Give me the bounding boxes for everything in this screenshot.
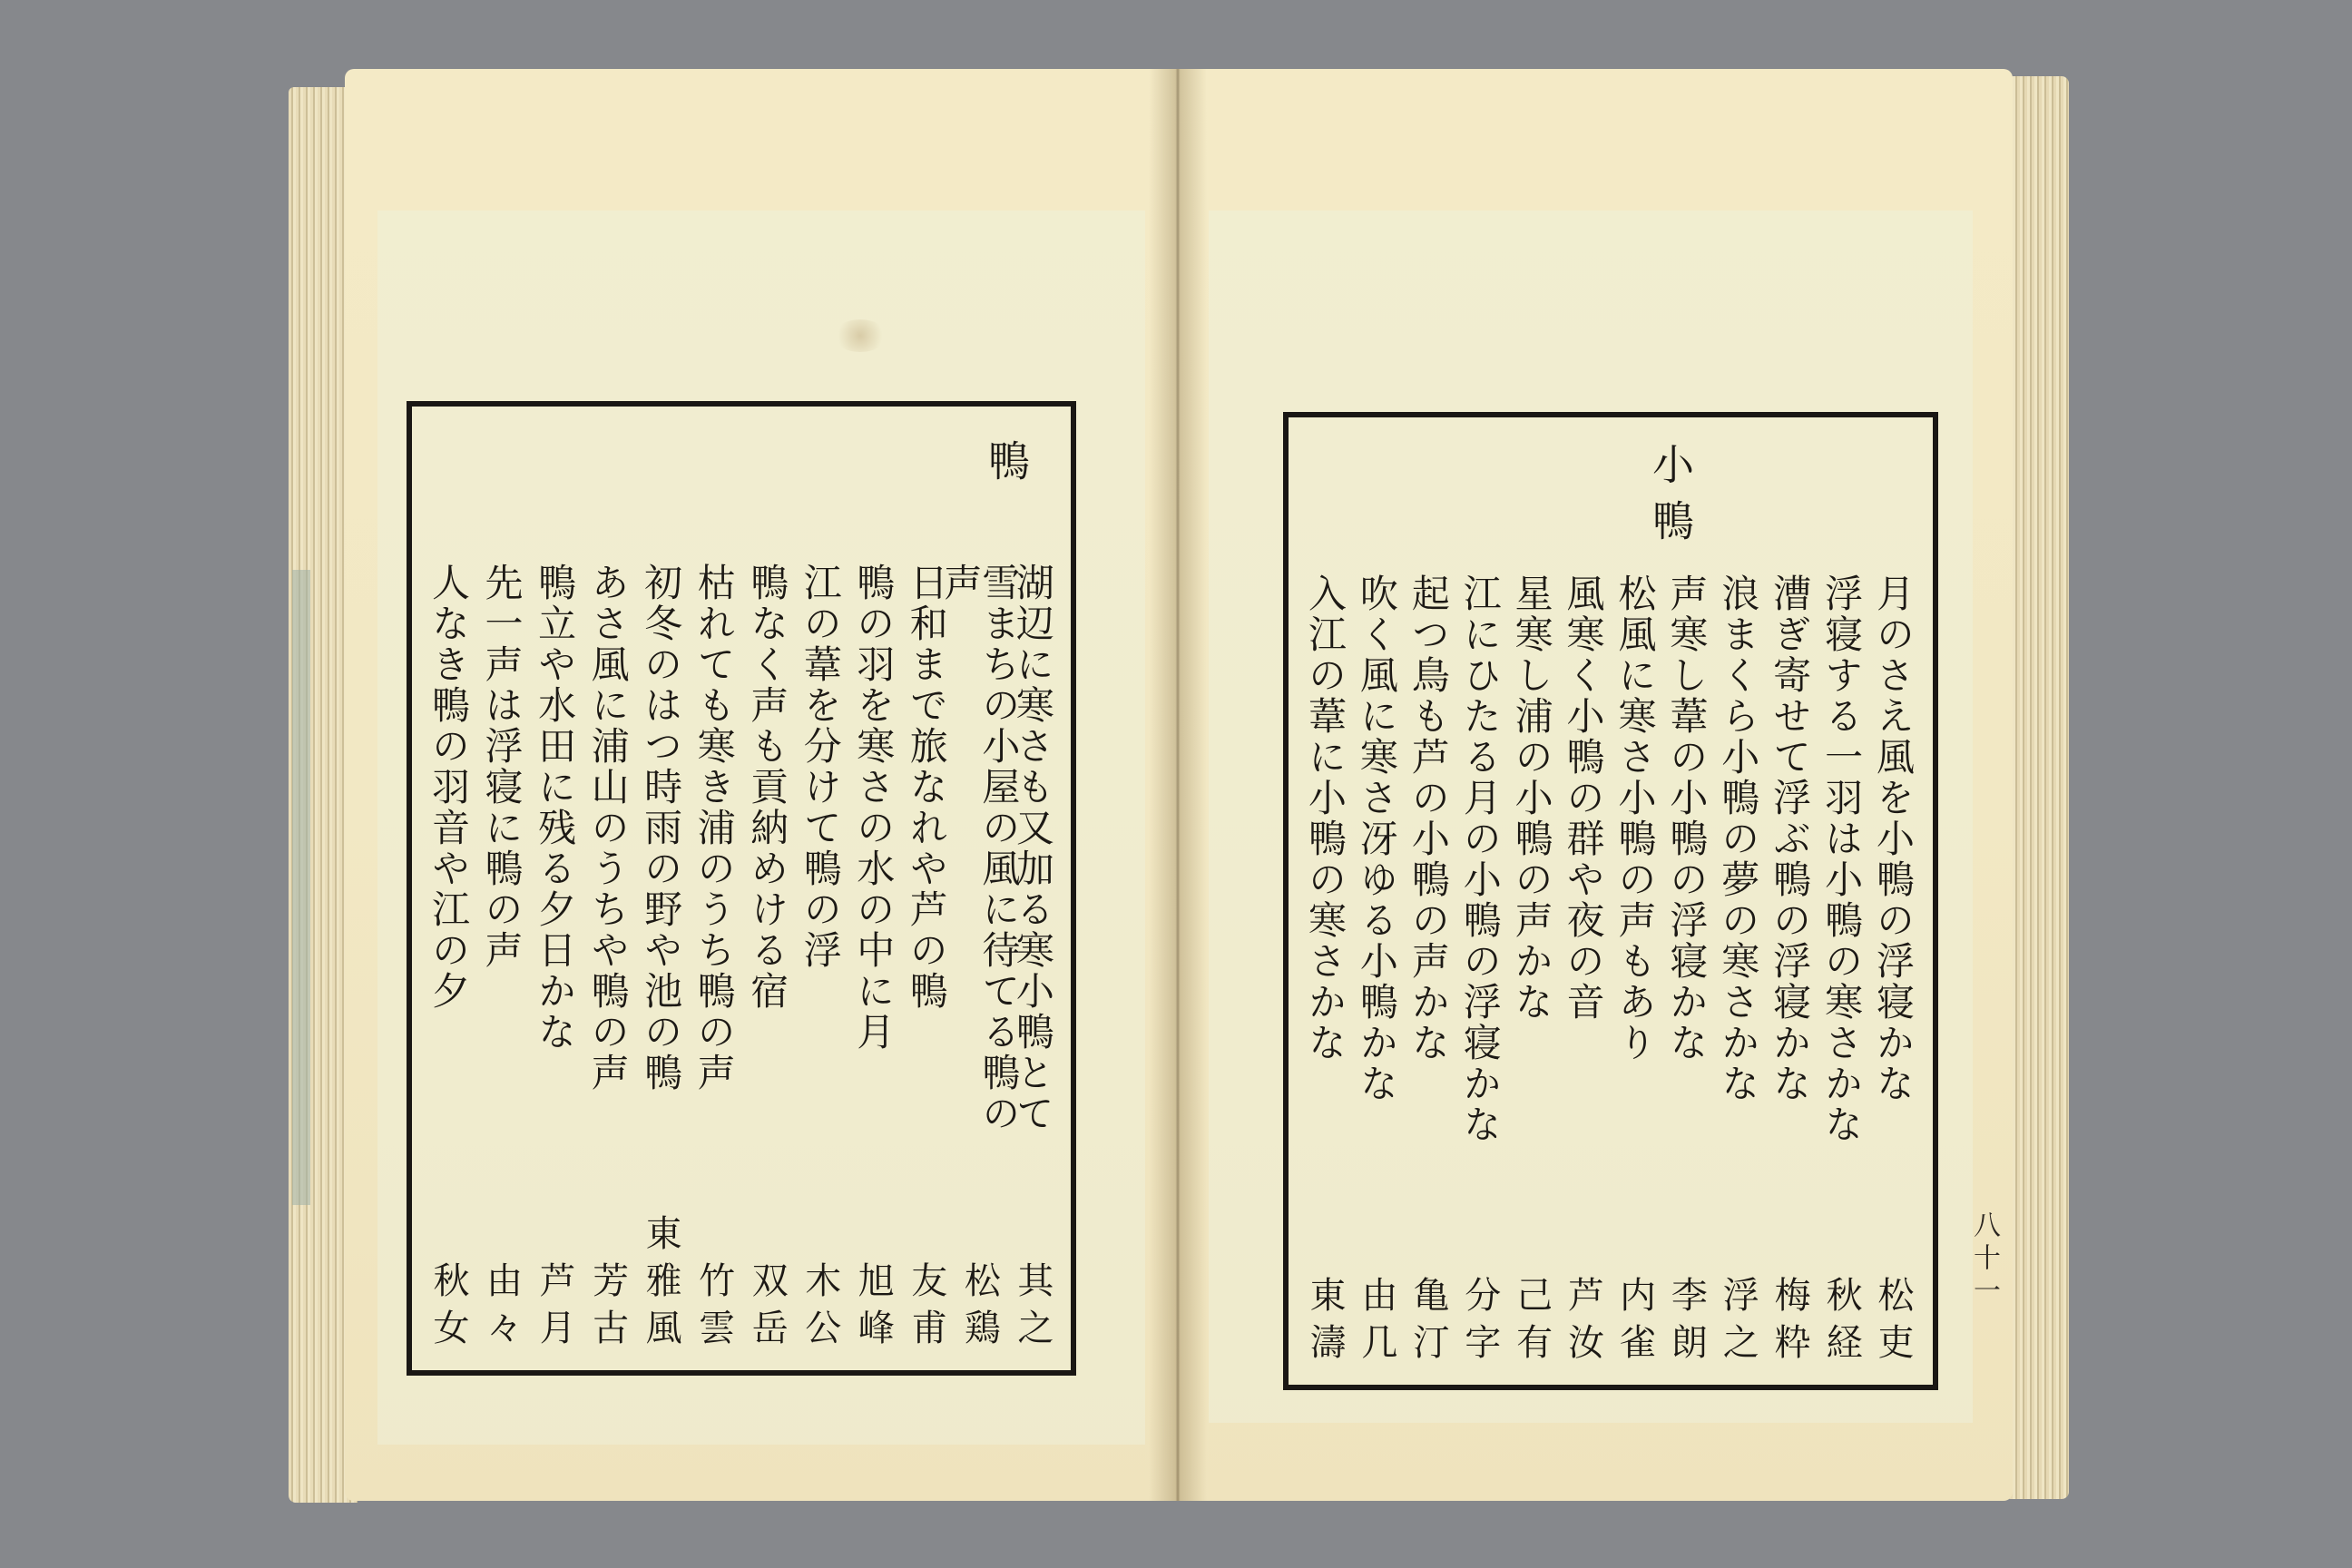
poem-column — [938, 563, 1022, 1357]
poem-verse: 月のさえ風を小鴨の浮寝かな — [1870, 573, 1916, 1104]
poem-verse: 起つ鳥も芦の小鴨の声かな — [1406, 573, 1451, 1063]
open-book — [289, 62, 2069, 1510]
poem-column — [849, 563, 897, 1357]
poem-verse: 入江の葦に小鴨の寒さかな — [1303, 573, 1348, 1063]
text-frame — [407, 401, 1076, 1376]
poem-verse: 漕ぎ寄せて浮ぶ鴨の浮寝かな — [1768, 573, 1813, 1104]
text-frame — [1283, 412, 1938, 1390]
poem-verse: 初冬のはつ時雨の野や池の鴨 — [639, 563, 684, 1093]
poet-name: 旭峰 — [852, 1261, 895, 1356]
poem-verse: 鴨なく声も貢納めける宿 — [745, 563, 790, 1012]
poem-column — [1714, 573, 1761, 1372]
right-page — [1176, 69, 2013, 1501]
poem-verse: あさ風に浦山のうちや鴨の声 — [585, 563, 631, 1093]
poem-verse: 日和まで旅なれや芦の鴨 — [904, 563, 949, 1012]
poem-column — [1508, 573, 1555, 1372]
poem-column — [1560, 573, 1607, 1372]
poet-name: 芦月 — [534, 1261, 576, 1356]
poet-name: 浮之 — [1717, 1276, 1759, 1370]
left-page — [345, 69, 1180, 1501]
poem-verse: 湖辺に寒さも又加る寒小鴨とて — [1010, 563, 1055, 1134]
paper-stain — [833, 319, 887, 352]
poem-column — [637, 563, 684, 1357]
poem-column — [1818, 573, 1865, 1372]
poet-name: 松鶏 — [958, 1261, 1001, 1356]
poem-verse: 先一声は浮寝に鴨の声 — [479, 563, 524, 971]
poem-column — [691, 563, 738, 1357]
poem-verse: 江の葦を分けて鴨の浮 — [798, 563, 843, 971]
poem-column — [531, 563, 578, 1357]
poem-column — [743, 563, 790, 1357]
poet-name: 秋経 — [1820, 1276, 1863, 1370]
book-gutter — [1149, 69, 1207, 1501]
poem-verse: 鴨の羽を寒さの水の中に月 — [851, 563, 897, 1053]
poem-column — [1405, 573, 1452, 1372]
poem-column — [1611, 573, 1658, 1372]
poet-name: 芦汝 — [1562, 1276, 1604, 1370]
poem-verse: 吹く風に寒さ冴ゆる小鴨かな — [1354, 573, 1399, 1104]
poem-column — [1353, 573, 1400, 1372]
poem-verse: 雪まちの小屋の風に待てる鴨の声 — [938, 563, 1022, 1134]
poem-verse: 浪まくら小鴨の夢の寒さかな — [1716, 573, 1761, 1104]
poet-name: 李朗 — [1665, 1276, 1708, 1370]
poem-column — [425, 563, 472, 1357]
poet-name: 東雅風 — [640, 1214, 682, 1356]
page-number: 八十一 — [1968, 1210, 2000, 1308]
poet-name: 梅粋 — [1769, 1276, 1811, 1370]
page-title: 鴨 — [982, 439, 1031, 495]
poem-column — [1662, 573, 1710, 1372]
poet-name: 由々 — [480, 1261, 523, 1356]
poet-name: 秋女 — [427, 1261, 469, 1356]
poet-name: 己有 — [1510, 1276, 1553, 1370]
poet-name: 其之 — [1011, 1261, 1054, 1356]
poet-name: 分字 — [1458, 1276, 1501, 1370]
poem-verse: 江にひたる月の小鴨の浮寝かな — [1457, 573, 1503, 1145]
poem-verse: 松風に寒さ小鴨の声もあり — [1612, 573, 1658, 1063]
page-title: 小鴨 — [1646, 443, 1695, 555]
poem-column — [1009, 563, 1056, 1357]
poem-column — [1301, 573, 1348, 1372]
poem-verse: 人なき鴨の羽音や江の夕 — [426, 563, 471, 1012]
poet-name: 松吏 — [1871, 1276, 1914, 1370]
poem-column — [1766, 573, 1813, 1372]
poet-name: 木公 — [799, 1261, 841, 1356]
poem-column — [797, 563, 844, 1357]
poem-verse: 星寒し浦の小鴨の声かな — [1509, 573, 1554, 1023]
poet-name: 亀汀 — [1406, 1276, 1449, 1370]
page-edges-right — [2005, 76, 2069, 1499]
poet-name: 内雀 — [1613, 1276, 1656, 1370]
poem-column — [478, 563, 525, 1357]
poet-name: 芳古 — [586, 1261, 629, 1356]
poem-column — [1869, 573, 1916, 1372]
poem-verse: 風寒く小鴨の群や夜の音 — [1561, 573, 1606, 1023]
poem-column — [584, 563, 632, 1357]
poem-verse: 浮寝する一羽は小鴨の寒さかな — [1819, 573, 1865, 1145]
poet-name: 竹雲 — [692, 1261, 735, 1356]
poem-columns — [1301, 573, 1916, 1372]
poet-name: 友甫 — [905, 1261, 947, 1356]
spine-cover — [292, 570, 310, 1205]
poem-verse: 声寒し葦の小鴨の浮寝かな — [1664, 573, 1710, 1063]
poem-column — [1456, 573, 1504, 1372]
poem-verse: 枯れても寒き浦のうち鴨の声 — [691, 563, 737, 1093]
poem-columns — [425, 563, 1056, 1357]
poem-verse: 鴨立や水田に残る夕日かな — [533, 563, 578, 1053]
poet-name: 東濤 — [1304, 1276, 1346, 1370]
poet-name: 由几 — [1355, 1276, 1397, 1370]
poet-name: 双岳 — [746, 1261, 789, 1356]
